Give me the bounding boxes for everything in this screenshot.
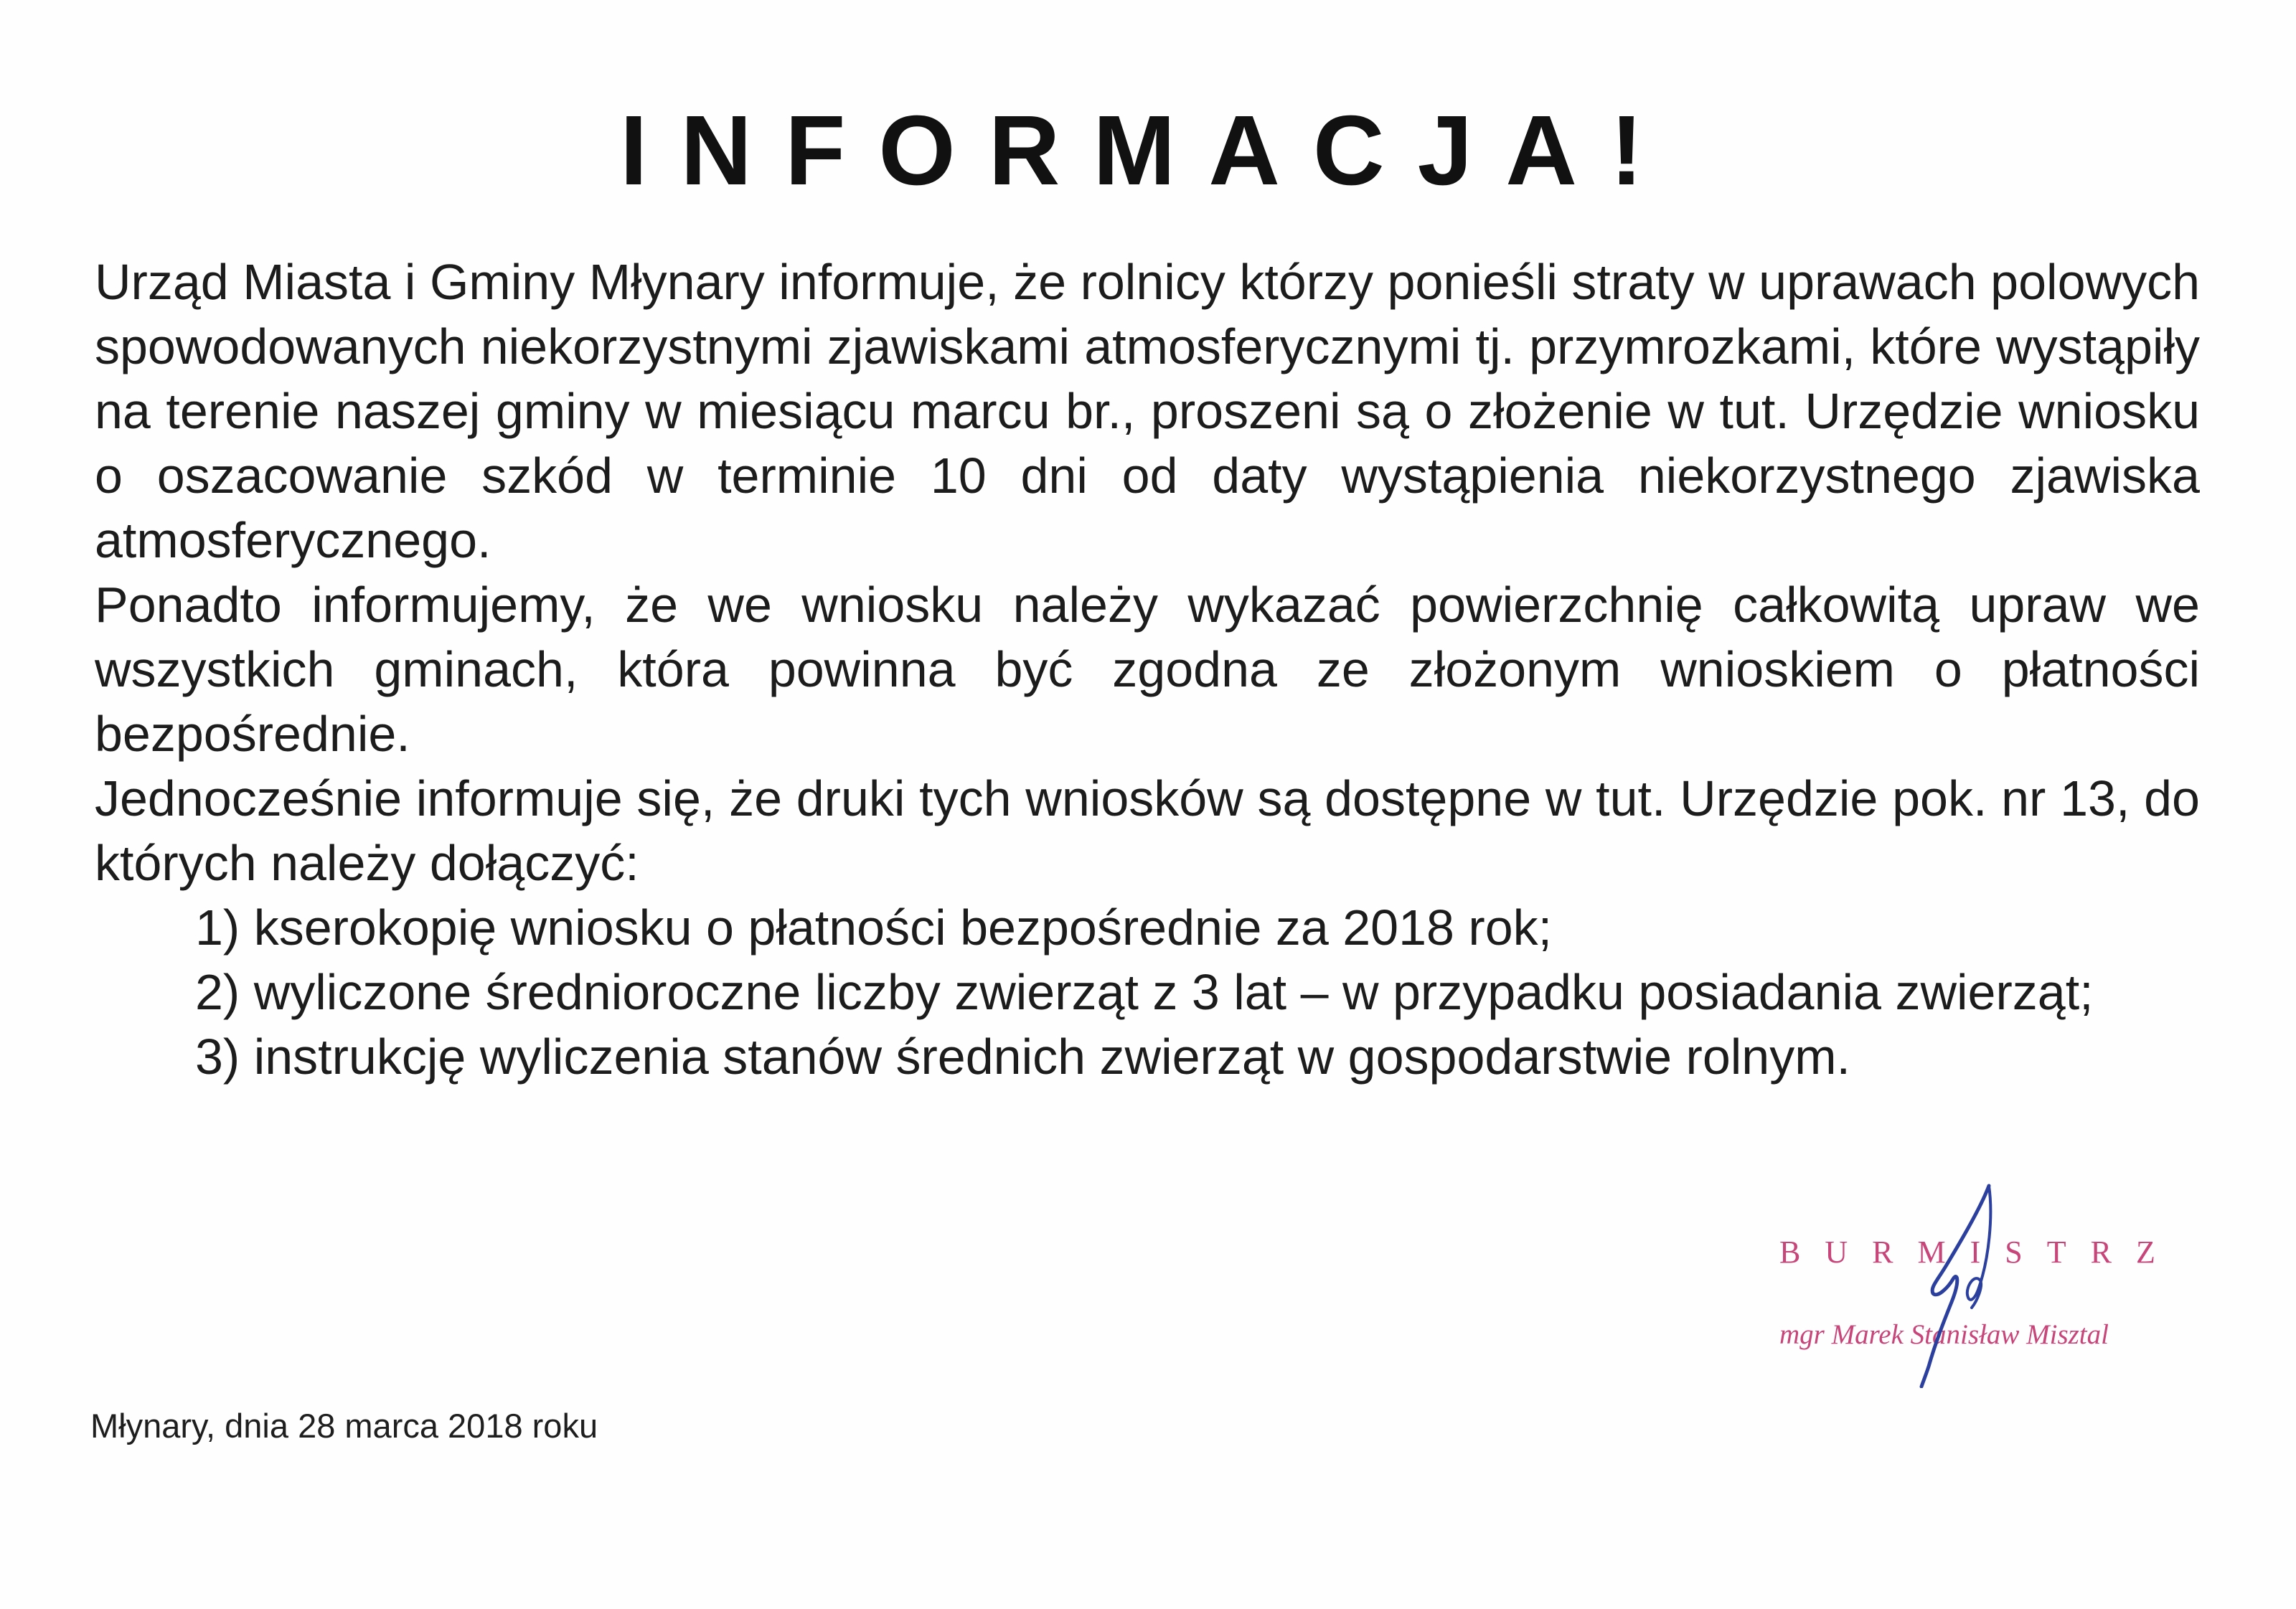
list-item: 1) kserokopię wniosku o płatności bezpośrednie za 2018 rok;	[195, 900, 1553, 956]
paragraph-forms-availability: Jednocześnie informuje się, że druki tych wniosków są dostępne w tut. Urzędzie pok. nr 13, do których należy dołączyć:	[95, 770, 2200, 891]
paragraph-crop-area: Ponadto informujemy, że we wniosku należy wykazać powierzchnię całkowitą upraw we wszystkich gminach, która powinna być zgodna ze złożonym wnioskiem o płatności bezpośrednie.	[95, 577, 2200, 762]
signature-block	[1779, 1212, 2181, 1384]
list-item: 3) instrukcję wyliczenia stanów średnich zwierząt w gospodarstwie rolnym.	[195, 1029, 1850, 1085]
date-place-line: Młynary, dnia 28 marca 2018 roku	[90, 1407, 598, 1445]
handwritten-signature	[1909, 1180, 2023, 1388]
document-heading: INFORMACJA!	[620, 95, 1676, 206]
paragraph-damage-report: Urząd Miasta i Gminy Młynary informuje, że rolnicy którzy ponieśli straty w uprawach polowych spowodowanych niekorzystnymi zjawiskami atmosferycznymi tj. przymrozkami, które wystąpiły na terenie naszej gminy w miesiącu marcu br., proszeni są o złożenie w tut. Urzędzie wniosku o oszacowanie szkód w terminie 10 dni od daty wystąpienia niekorzystnego zjawiska atmosferycznego.	[95, 254, 2200, 568]
list-item: 2) wyliczone średnioroczne liczby zwierząt z 3 lat – w przypadku posiadania zwierząt;	[195, 964, 2094, 1020]
document-body	[95, 250, 2200, 1089]
stamp-title: BURMISTRZ	[1779, 1235, 2180, 1270]
stamp-name: mgr Marek Stanisław Misztal	[1779, 1319, 2109, 1350]
attachments-list	[95, 895, 2200, 1089]
